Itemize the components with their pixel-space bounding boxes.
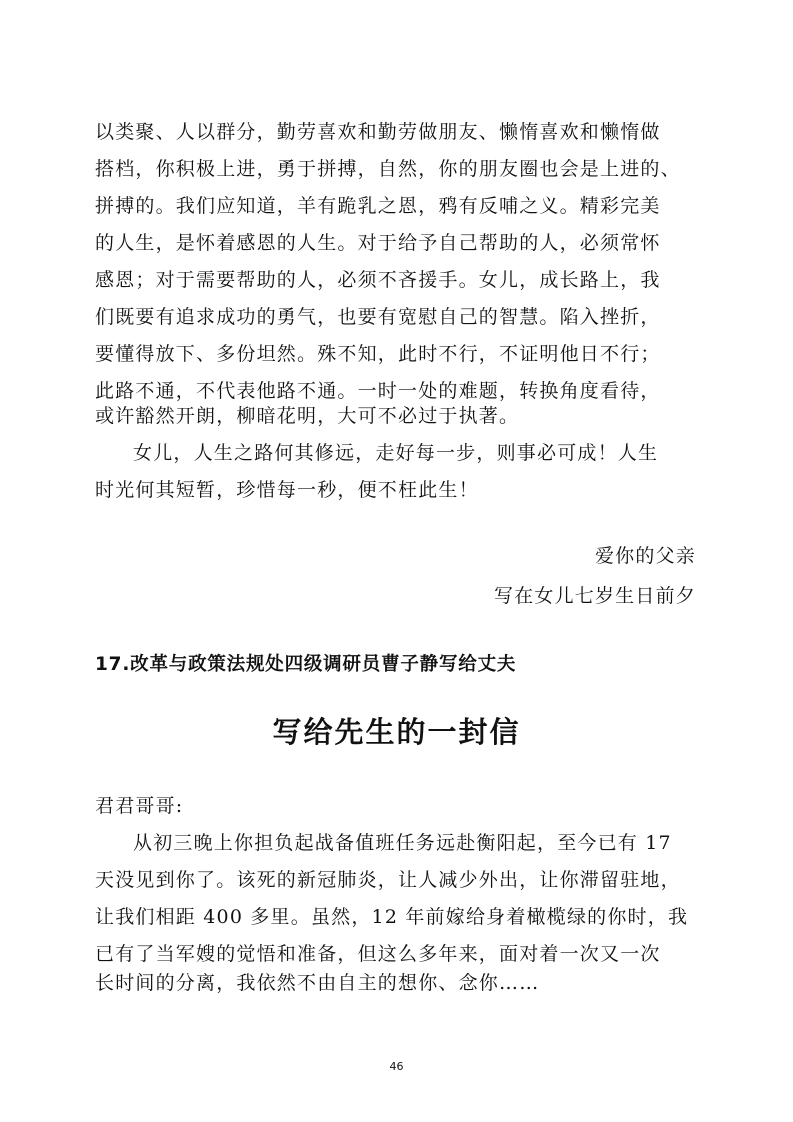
paragraph-2-line-2: 时光何其短暂，珍惜每一秒，便不枉此生！ bbox=[95, 479, 479, 501]
paragraph-3-line-2: 天没见到你了。该死的新冠肺炎，让人减少外出，让你滞留驻地， bbox=[95, 869, 681, 891]
paragraph-3-line-3: 让我们相距 400 多里。虽然，12 年前嫁给身着橄榄绿的你时，我 bbox=[95, 906, 689, 928]
paragraph-1-line-4: 的人生，是怀着感恩的人生。对于给予自己帮助的人，必须常怀 bbox=[95, 232, 661, 254]
signature-line-2: 写在女儿七岁生日前夕 bbox=[493, 585, 696, 607]
signature-line-1: 爱你的父亲 bbox=[594, 545, 696, 567]
paragraph-1-line-1: 以类聚、人以群分，勤劳喜欢和勤劳做朋友、懒惰喜欢和懒惰做 bbox=[95, 121, 661, 143]
paragraph-1-line-5: 感恩；对于需要帮助的人，必须不吝援手。女儿，成长路上，我 bbox=[95, 269, 661, 291]
page-number: 46 bbox=[389, 1060, 404, 1073]
paragraph-3-line-5: 长时间的分离，我依然不由自主的想你、念你…… bbox=[95, 972, 540, 994]
paragraph-1-line-6: 们既要有追求成功的勇气，也要有宽慰自己的智慧。陷入挫折， bbox=[95, 306, 661, 328]
paragraph-1-line-9: 或许豁然开朗，柳暗花明，大可不必过于执著。 bbox=[95, 405, 520, 427]
paragraph-2-line-1: 女儿，人生之路何其修远，走好每一步，则事必可成！人生 bbox=[133, 442, 659, 464]
paragraph-1-line-2: 搭档，你积极上进，勇于拼搏，自然，你的朋友圈也会是上进的、 bbox=[95, 158, 681, 180]
paragraph-1-line-7: 要懂得放下、多份坦然。殊不知，此时不行，不证明他日不行； bbox=[95, 343, 661, 365]
salutation: 君君哥哥: bbox=[95, 795, 184, 817]
letter-title: 写给先生的一封信 bbox=[272, 715, 521, 749]
paragraph-3-line-1: 从初三晚上你担负起战备值班任务远赴衡阳起，至今已有 17 bbox=[133, 832, 672, 854]
paragraph-1-line-3: 拼搏的。我们应知道，羊有跪乳之恩，鸦有反哺之义。精彩完美 bbox=[95, 195, 661, 217]
paragraph-1-line-8: 此路不通，不代表他路不通。一时一处的难题，转换角度看待， bbox=[95, 380, 661, 402]
section-heading: 17.改革与政策法规处四级调研员曹子静写给丈夫 bbox=[95, 654, 517, 675]
paragraph-3-line-4: 已有了当军嫂的觉悟和准备，但这么多年来，面对着一次又一次 bbox=[95, 943, 661, 965]
